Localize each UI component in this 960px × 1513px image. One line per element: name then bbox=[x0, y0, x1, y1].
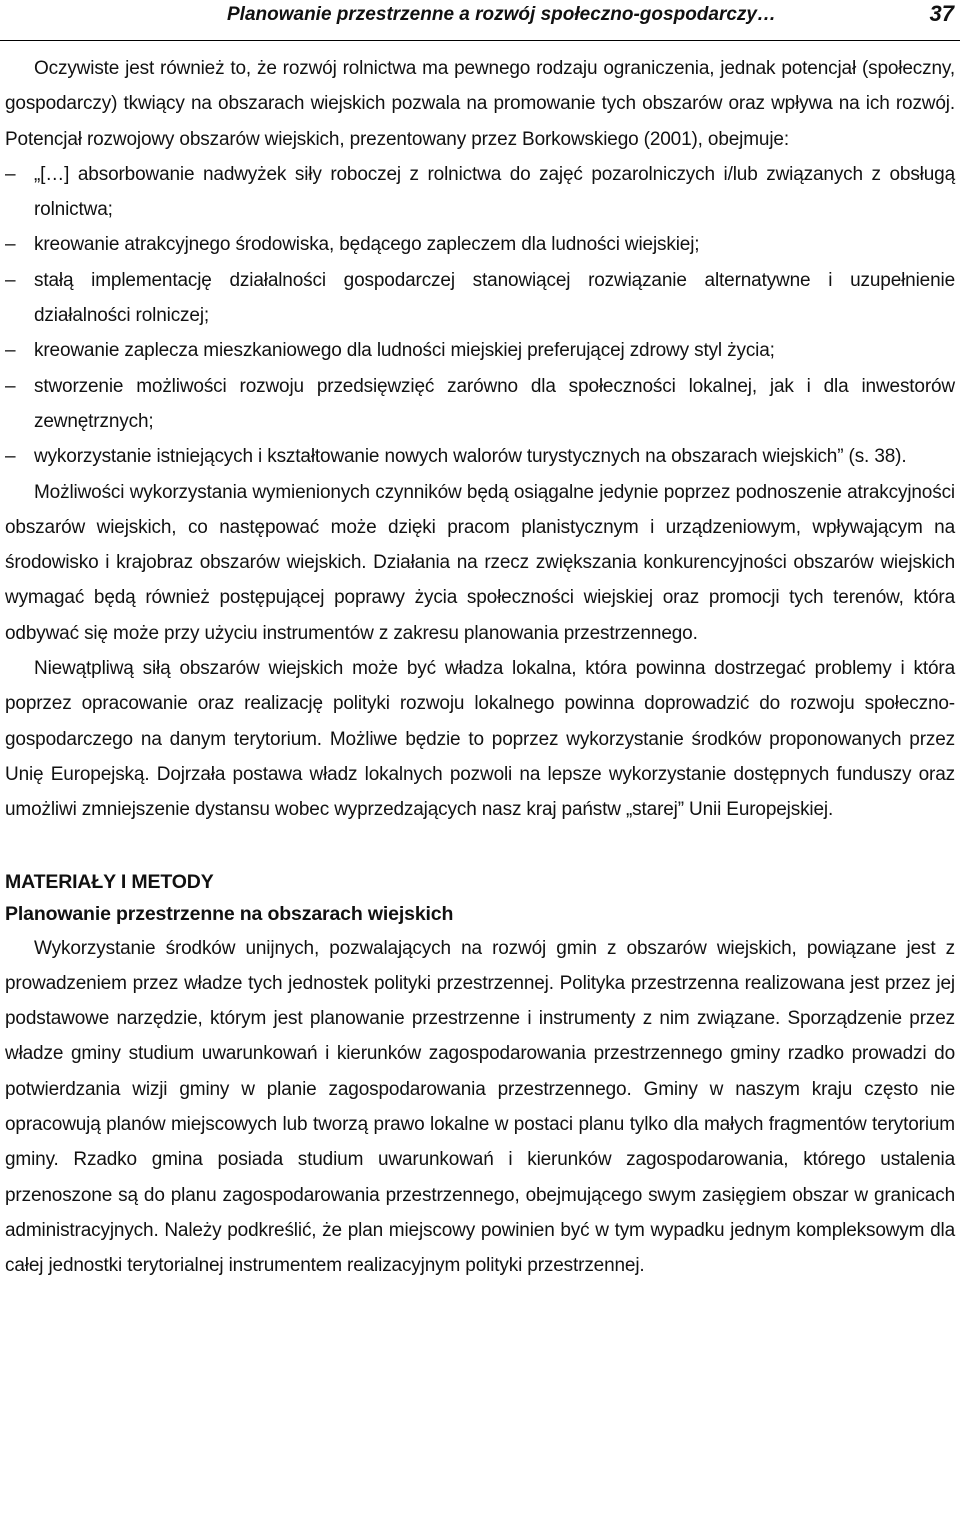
intro-paragraph: Oczywiste jest również to, że rozwój rolnictwa ma pewnego rodzaju ograniczenia, jednak potencjał (społeczny, gospodarczy) tkwiący na obszarach wiejskich pozwala na promowanie tych obszarów oraz wpływa na ich rozwój. Potencjał rozwojowy obszarów wiejskich, prezentowany przez Borkowskiego (2001), obejmuje: bbox=[5, 58, 955, 150]
list-item bbox=[5, 369, 955, 440]
body-text bbox=[5, 51, 955, 1284]
running-title: Planowanie przestrzenne a rozwój społeczno-gospodarczy… bbox=[227, 4, 776, 25]
dash-bullet: – bbox=[5, 375, 16, 397]
list-item-text: kreowanie zaplecza mieszkaniowego dla ludności miejskiej preferującej zdrowy styl życia; bbox=[34, 340, 775, 362]
dash-bullet: – bbox=[5, 163, 16, 185]
page-number: 37 bbox=[929, 1, 954, 26]
list-item-text: stworzenie możliwości rozwoju przedsięwzięć zarówno dla społeczności lokalnej, jak i dla inwestorów zewnętrznych; bbox=[34, 375, 955, 432]
dash-bullet: – bbox=[5, 340, 16, 362]
paragraph: Niewątpliwą siłą obszarów wiejskich może być władza lokalna, która powinna dostrzegać problemy i która poprzez opracowanie oraz realizację polityki rozwoju lokalnego powinna doprowadzić do rozwoju społeczno-gospodarczego na danym terytorium. Możliwe będzie to poprzez wykorzystanie środków proponowanych przez Unię Europejską. Dojrzała postawa władz lokalnych pozwoli na lepsze wykorzystanie dostępnych funduszy oraz umożliwi zmniejszenie dystansu wobec wyprzedzających nasz kraj państw „starej” Unii Europejskiej. bbox=[5, 658, 955, 821]
dash-bullet: – bbox=[5, 269, 16, 291]
paragraph: Możliwości wykorzystania wymienionych czynników będą osiągalne jedynie poprzez podnoszenie atrakcyjności obszarów wiejskich, co następować może dzięki pracom planistycznym i urządzeniowym, wpływającym na środowisko i krajobraz obszarów wiejskich. Działania na rzecz zwiększania konkurencyjności obszarów wiejskich wymagać będą również postępującej poprawy życia społeczności wiejskiej oraz promocji tych terenów, która odbywać się może przy użyciu instrumentów z zakresu planowania przestrzennego. bbox=[5, 481, 955, 644]
list-item-text: wykorzystanie istniejących i kształtowanie nowych walorów turystycznych na obszarach wiejskich” (s. 38). bbox=[34, 446, 907, 468]
list-item bbox=[5, 157, 955, 228]
list-item bbox=[5, 227, 955, 262]
list-item bbox=[5, 439, 955, 474]
paragraph: Wykorzystanie środków unijnych, pozwalających na rozwój gmin z obszarów wiejskich, powiązane jest z prowadzeniem przez władze tych jednostek polityki przestrzennej. Polityka przestrzenna realizowana jest przez jej podstawowe narzędzie, którym jest planowanie przestrzenne i instrumenty z nim związane. Sporządzenie przez władze gminy studium uwarunkowań i kierunków zagospodarowania przestrzennego gminy rzadko prowadzi do potwierdzania wizji gminy w planie zagospodarowania przestrzennego. Gminy w naszym kraju często nie opracowują planów miejscowych lub tworzą prawo lokalne w postaci planu tylko dla małych fragmentów terytorium gminy. Rzadko gmina posiada studium uwarunkowań i kierunków zagospodarowania, którego ustalenia przenoszone są do planu zagospodarowania przestrzennego, obejmującego swym zasięgiem obszar w granicach administracyjnych. Należy podkreślić, że plan miejscowy powinien być w tym wypadku jednym kompleksowym dla całej jednostki terytorialnej instrumentem realizacyjnym polityki przestrzennej. bbox=[5, 937, 955, 1277]
list-item-text: „[…] absorbowanie nadwyżek siły roboczej z rolnictwa do zajęć pozarolniczych i/lub związanych z obsługą rolnictwa; bbox=[34, 163, 955, 221]
list-item-text: stałą implementację działalności gospodarczej stanowiącej rozwiązanie alternatywne i uzupełnienie działalności rolniczej; bbox=[34, 269, 955, 327]
list-item bbox=[5, 333, 955, 368]
list-item bbox=[5, 263, 955, 334]
subsection-heading: Planowanie przestrzenne na obszarach wiejskich bbox=[5, 902, 454, 925]
section-heading: MATERIAŁY I METODY bbox=[5, 870, 214, 893]
running-header bbox=[0, 0, 960, 41]
dash-bullet: – bbox=[5, 234, 16, 256]
list-item-text: kreowanie atrakcyjnego środowiska, będącego zapleczem dla ludności wiejskiej; bbox=[34, 234, 700, 256]
dash-bullet: – bbox=[5, 446, 16, 468]
potential-list bbox=[5, 157, 955, 475]
